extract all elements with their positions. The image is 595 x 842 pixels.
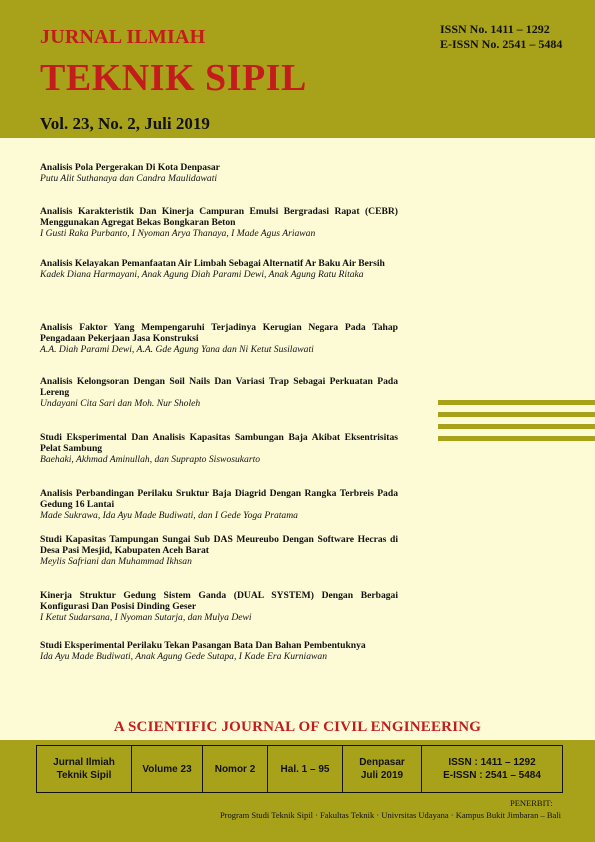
info-cell-pages [268, 746, 343, 792]
article-entry[interactable] [40, 258, 398, 280]
issn-electronic: E-ISSN No. 2541 – 5484 [440, 37, 563, 51]
volume-line: Vol. 23, No. 2, Juli 2019 [40, 114, 210, 133]
article-entry[interactable] [40, 206, 398, 239]
journal-name-big: TEKNIK SIPIL [40, 57, 307, 99]
article-entry[interactable] [40, 590, 398, 623]
journal-info-table [36, 745, 563, 793]
publisher-name: Program Studi Teknik Sipil · Fakultas Teknik · Univrsitas Udayana · Kampus Bukit Jimbaran – Bali [219, 810, 561, 820]
article-title: Studi Kapasitas Tampungan Sungai Sub DAS Meureubo Dengan Software Hecras di Desa Pasi Mesjid, Kabupaten Aceh Barat [40, 534, 398, 556]
info-cell-line: Denpasar [359, 757, 405, 768]
journal-name-small: JURNAL ILMIAH [40, 26, 206, 48]
article-title: Studi Eksperimental Perilaku Tekan Pasangan Bata Dan Bahan Pembentuknya [40, 640, 366, 651]
article-title: Kinerja Struktur Gedung Sistem Ganda (DUAL SYSTEM) Dengan Berbagai Konfigurasi Dan Posisi Dinding Geser [40, 590, 398, 612]
article-authors: Kadek Diana Harmayani, Anak Agung Diah Parami Dewi, Anak Agung Ratu Ritaka [40, 269, 364, 280]
article-entry[interactable] [40, 322, 398, 355]
article-title: Analisis Kelongsoran Dengan Soil Nails Dan Variasi Trap Sebagai Perkuatan Pada Lereng [40, 376, 398, 398]
issn-print: ISSN No. 1411 – 1292 [440, 22, 550, 36]
article-entry[interactable] [40, 488, 398, 521]
info-cell-line: Teknik Sipil [56, 770, 112, 781]
publisher-label: PENERBIT: [510, 798, 553, 808]
issn-block [440, 22, 562, 52]
article-authors: A.A. Diah Parami Dewi, A.A. Gde Agung Yana dan Ni Ketut Susilawati [40, 344, 314, 355]
article-entry[interactable] [40, 376, 398, 409]
info-cell-issn [422, 746, 562, 792]
info-cell-line: Volume 23 [142, 763, 192, 775]
decorative-stripe [438, 436, 595, 441]
article-authors: Baehaki, Akhmad Aminullah, dan Suprapto Siswosukarto [40, 454, 261, 465]
article-authors: Meylis Safriani dan Muhammad Ikhsan [40, 556, 192, 567]
article-title: Analisis Kelayakan Pemanfaatan Air Limbah Sebagai Alternatif Ar Baku Air Bersih [40, 258, 385, 269]
article-authors: Putu Alit Suthanaya dan Candra Maulidawati [40, 173, 218, 184]
info-cell-line: Jurnal Ilmiah [53, 757, 115, 768]
article-title: Analisis Pola Pergerakan Di Kota Denpasar [40, 162, 220, 173]
info-cell-number [203, 746, 268, 792]
article-authors: Undayani Cita Sari dan Moh. Nur Sholeh [40, 398, 201, 409]
article-authors: Made Sukrawa, Ida Ayu Made Budiwati, dan I Gede Yoga Pratama [40, 510, 298, 521]
article-title: Analisis Perbandingan Perilaku Sruktur Baja Diagrid Dengan Rangka Terbreis Pada Gedung 16 Lantai [40, 488, 398, 510]
info-cell-line: Hal. 1 – 95 [280, 763, 330, 775]
article-entry[interactable] [40, 534, 398, 567]
article-authors: Ida Ayu Made Budiwati, Anak Agung Gede Sutapa, I Kade Era Kurniawan [40, 651, 327, 662]
info-cell-line: E-ISSN : 2541 – 5484 [443, 770, 541, 781]
decorative-stripe [438, 424, 595, 429]
decorative-stripe [438, 412, 595, 417]
article-title: Analisis Karakteristik Dan Kinerja Campuran Emulsi Bergradasi Rapat (CEBR) Menggunakan Agregat Bekas Bongkaran Beton [40, 206, 398, 228]
info-cell-volume [132, 746, 203, 792]
article-title: Analisis Faktor Yang Mempengaruhi Terjadinya Kerugian Negara Pada Tahap Pengadaan Pekerjaan Jasa Konstruksi [40, 322, 398, 344]
info-cell-line: ISSN : 1411 – 1292 [448, 757, 536, 768]
info-cell-line: Nomor 2 [214, 763, 256, 775]
article-entry[interactable] [40, 640, 398, 662]
journal-tagline: A SCIENTIFIC JOURNAL OF CIVIL ENGINEERING [113, 719, 482, 735]
article-entry[interactable] [40, 432, 398, 465]
article-authors: I Ketut Sudarsana, I Nyoman Sutarja, dan Mulya Dewi [40, 612, 252, 623]
article-entry[interactable] [40, 162, 398, 184]
article-title: Studi Eksperimental Dan Analisis Kapasitas Sambungan Baja Akibat Eksentrisitas Pelat Sambung [40, 432, 398, 454]
article-authors: I Gusti Raka Purbanto, I Nyoman Arya Thanaya, I Made Agus Ariawan [40, 228, 316, 239]
info-cell-journal [37, 746, 132, 792]
decorative-stripe [438, 400, 595, 405]
info-cell-line: Juli 2019 [360, 770, 404, 781]
info-cell-place-date [343, 746, 422, 792]
